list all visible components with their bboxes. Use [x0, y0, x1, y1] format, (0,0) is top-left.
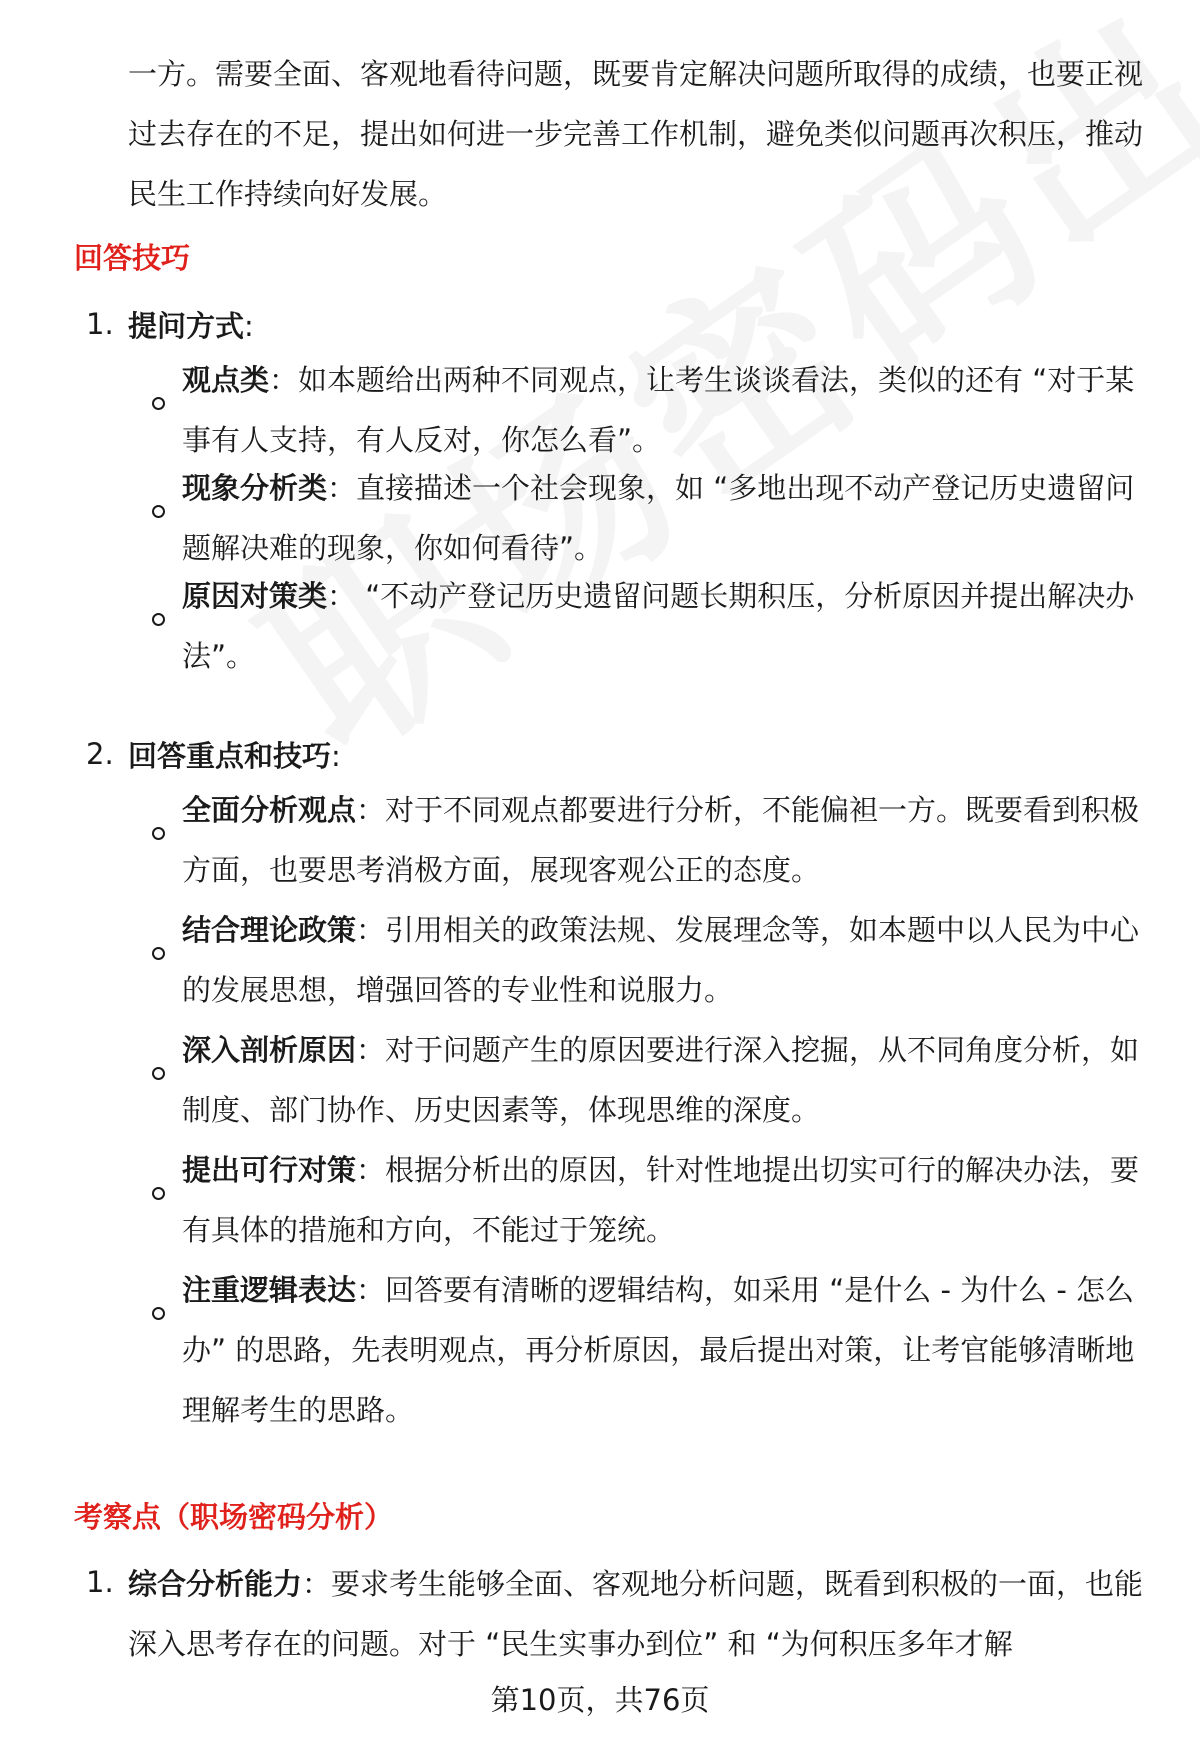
sub-item-label: 观点类: [182, 363, 270, 397]
bullet-circle-icon: [152, 827, 165, 840]
sub-list-item: [182, 350, 1142, 470]
sub-item-label: 原因对策类: [182, 579, 328, 613]
list-number: 1.: [86, 307, 114, 341]
sub-item-text: ：直接描述一个社会现象，如 “多地出现不动产登记历史遗留问题解决难的现象，你如何看待”。: [182, 471, 1135, 565]
intro-paragraph: 一方。需要全面、客观地看待问题，既要肯定解决问题所取得的成绩，也要正视过去存在的不足，提出如何进一步完善工作机制，避免类似问题再次积压，推动民生工作持续向好发展。: [128, 57, 1144, 211]
sub-item-text: ：对于问题产生的原因要进行深入挖掘，从不同角度分析，如制度、部门协作、历史因素等，体现思维的深度。: [182, 1033, 1140, 1127]
sub-item-text: ：对于不同观点都要进行分析，不能偏袒一方。既要看到积极方面，也要思考消极方面，展现客观公正的态度。: [182, 793, 1140, 887]
sub-item-label: 深入剖析原因: [182, 1033, 357, 1067]
item-label: 综合分析能力: [128, 1567, 303, 1601]
sub-list-item: [182, 566, 1142, 686]
bullet-circle-icon: [152, 505, 165, 518]
list-number: 1.: [86, 1565, 114, 1599]
list-number: 2.: [86, 737, 114, 771]
bullet-circle-icon: [152, 613, 165, 626]
list-item: [128, 1554, 1158, 1674]
sub-item-label: 提出可行对策: [182, 1153, 357, 1187]
page-footer: 第10页，共76页: [490, 1683, 710, 1717]
sub-list-item: [182, 1020, 1142, 1140]
sub-list-item: [182, 458, 1142, 578]
bullet-circle-icon: [152, 947, 165, 960]
sub-item-label: 结合理论政策: [182, 913, 357, 947]
list-item-heading: [128, 726, 1158, 786]
sub-list-item: [182, 1260, 1142, 1440]
bullet-circle-icon: [152, 1187, 165, 1200]
sub-item-label: 全面分析观点: [182, 793, 357, 827]
sub-item-text: ：根据分析出的原因，针对性地提出切实可行的解决办法，要有具体的措施和方向，不能过于笼统。: [182, 1153, 1140, 1247]
sub-list-item: [182, 900, 1142, 1020]
section-title-assessment: 考察点（职场密码分析）: [74, 1500, 394, 1534]
item-label: 回答重点和技巧: [128, 739, 332, 773]
sub-item-label: 注重逻辑表达: [182, 1273, 357, 1307]
item-text: ：要求考生能够全面、客观地分析问题，既看到积极的一面，也能深入思考存在的问题。对于 “民生实事办到位” 和 “为何积压多年才解: [128, 1567, 1144, 1661]
item-colon: :: [244, 309, 254, 343]
sub-item-label: 现象分析类: [182, 471, 328, 505]
sub-list-item: [182, 780, 1142, 900]
bullet-circle-icon: [152, 1067, 165, 1080]
sub-list-item: [182, 1140, 1142, 1260]
list-item-heading: [128, 296, 1158, 356]
section-title-answer-tips: 回答技巧: [74, 241, 191, 275]
bullet-circle-icon: [152, 1307, 165, 1320]
sub-item-text: ：引用相关的政策法规、发展理念等，如本题中以人民为中心的发展思想，增强回答的专业性和说服力。: [182, 913, 1140, 1007]
item-label: 提问方式: [128, 309, 245, 343]
item-colon: :: [331, 739, 341, 773]
sub-item-text: ： “不动产登记历史遗留问题长期积压，分析原因并提出解决办法”。: [182, 579, 1135, 673]
sub-item-text: ：如本题给出两种不同观点，让考生谈谈看法，类似的还有 “对于某事有人支持，有人反对，你怎么看”。: [182, 363, 1135, 457]
sub-item-text: ：回答要有清晰的逻辑结构，如采用 “是什么 - 为什么 - 怎么办” 的思路，先表明观点，再分析原因，最后提出对策，让考官能够清晰地理解考生的思路。: [182, 1273, 1135, 1427]
bullet-circle-icon: [152, 397, 165, 410]
